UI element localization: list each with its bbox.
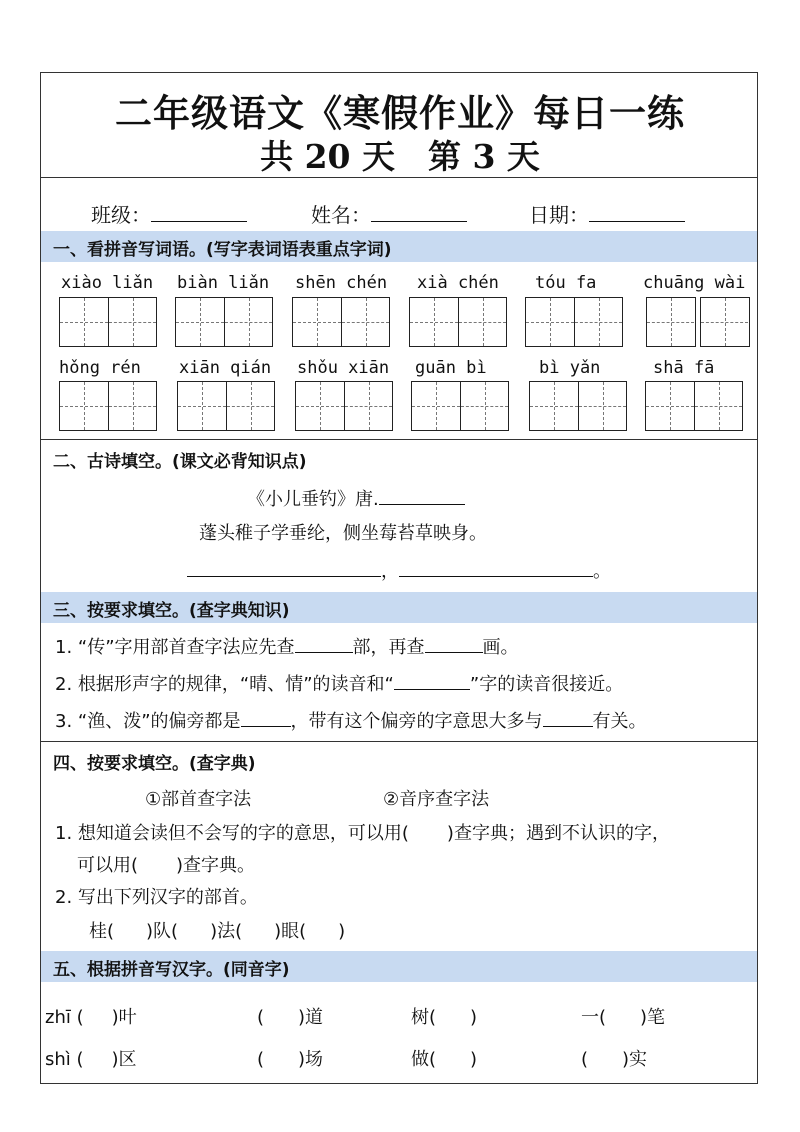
section-5-header [41,951,757,982]
class-label: 班级： [91,203,151,227]
pinyin-3: shēn chén [295,273,388,293]
poet-blank[interactable] [379,504,465,505]
divider [41,439,757,440]
option-1: ①部首查字法 [145,789,252,810]
text: )查字典；遇到不认识的字， [446,823,670,844]
class-blank[interactable] [151,221,247,222]
period: 。 [593,561,611,582]
text: ( [257,1049,265,1070]
text: 桂( [89,921,115,942]
text: 2. 根据形声字的规律，“晴、情”的读音和“ [55,674,394,695]
radical-row [89,917,345,943]
text: 1. “传”字用部首查字法应先查 [55,637,295,658]
s4-question-1-cont [77,851,255,877]
text: ( [581,1049,589,1070]
pinyin-2: biàn liǎn [177,273,270,293]
writing-grid[interactable] [529,381,627,431]
s5-row-2-b [257,1045,323,1071]
text: ，带有这个偏旁的字意思大多与 [290,711,543,732]
pinyin-11: bì yǎn [539,358,601,378]
text: )眼( [274,921,307,942]
text: ) [470,1049,478,1070]
section-5-heading: 五、根据拼音写汉字。(同音字) [53,960,290,980]
text: 1. 想知道会读但不会写的字的意思，可以用( [55,823,409,844]
date-blank[interactable] [589,221,685,222]
text: )区 [111,1049,137,1070]
text: 可以用( [77,855,139,876]
text: )查字典。 [176,855,256,876]
answer-blank[interactable] [425,652,483,653]
s3-question-1 [55,633,519,659]
date-field [529,199,685,228]
writing-grid[interactable] [700,297,750,347]
text: )队( [146,921,179,942]
writing-grid[interactable] [292,297,390,347]
poem-blank[interactable] [187,576,381,577]
divider [41,741,757,742]
s5-row-1-d [581,1003,665,1029]
answer-blank[interactable] [295,652,353,653]
pinyin-6: chuāng wài [643,273,746,293]
text: )法( [210,921,243,942]
text: )道 [298,1007,324,1028]
poem-title: 《小儿垂钓》唐. [247,489,379,510]
text: 有关。 [592,711,647,732]
writing-grid[interactable] [175,297,273,347]
date-label: 日期： [529,203,589,227]
section-2-heading: 二、古诗填空。(课文必背知识点) [53,452,307,472]
pinyin-4: xià chén [417,273,499,293]
poem-line-2 [187,557,611,583]
s5-row-2-d [581,1045,647,1071]
poem-blank[interactable] [399,576,593,577]
page-subtitle: 共 20 天 第 3 天 [260,137,540,176]
text: ) [470,1007,478,1028]
s5-row-1-b [257,1003,323,1029]
divider [41,177,757,178]
pinyin-8: xiān qián [179,358,272,378]
text: )笔 [640,1007,666,1028]
text: 做( [411,1049,437,1070]
text: ( [257,1007,265,1028]
pinyin-7: hǒng rén [59,358,141,378]
text: ”字的读音很接近。 [469,674,624,695]
pinyin-9: shǒu xiān [297,358,390,378]
section-3-heading: 三、按要求填空。(查字典知识) [53,601,290,621]
section-1-header [41,231,757,262]
name-blank[interactable] [371,221,467,222]
answer-blank[interactable] [241,726,291,727]
name-label: 姓名： [311,203,371,227]
writing-grid[interactable] [645,381,743,431]
poem-line-1: 蓬头稚子学垂纶，侧坐莓苔草映身。 [199,523,487,544]
s5-row-2 [45,1045,137,1071]
writing-grid[interactable] [59,381,157,431]
class-field [91,199,247,228]
text: 画。 [482,637,519,658]
s3-question-2 [55,670,623,696]
s5-row-1-c [411,1003,477,1029]
text: )场 [298,1049,324,1070]
pinyin-5: tóu fa [535,273,597,293]
s5-row-1 [45,1003,137,1029]
option-2: ②音序查字法 [383,789,490,810]
s4-question-1 [55,819,670,845]
name-field [311,199,467,228]
text: zhī ( [45,1007,84,1028]
s4-question-2: 2. 写出下列汉字的部首。 [55,887,258,908]
writing-grid[interactable] [411,381,509,431]
writing-grid[interactable] [295,381,393,431]
writing-grid[interactable] [525,297,623,347]
text: 一( [581,1007,607,1028]
s5-row-2-c [411,1045,477,1071]
page-title: 二年级语文《寒假作业》每日一练 [115,91,685,135]
pinyin-1: xiào liǎn [61,273,154,293]
writing-grid[interactable] [409,297,507,347]
writing-grid[interactable] [59,297,157,347]
writing-grid[interactable] [646,297,696,347]
text: ) [338,921,346,942]
section-1-heading: 一、看拼音写词语。(写字表词语表重点字词) [53,240,392,260]
text: )实 [622,1049,648,1070]
writing-grid[interactable] [177,381,275,431]
poem-title-line [247,485,465,511]
worksheet [40,72,758,1084]
pinyin-12: shā fā [653,358,715,378]
section-3-header [41,592,757,623]
s3-question-3 [55,707,647,733]
text: 部，再查 [352,637,425,658]
text: 3. “渔、泼”的偏旁都是 [55,711,241,732]
text: shì ( [45,1049,84,1070]
pinyin-10: guān bì [415,358,487,378]
text: )叶 [111,1007,137,1028]
answer-blank[interactable] [543,726,593,727]
text: 树( [411,1007,437,1028]
comma: ， [381,561,399,582]
answer-blank[interactable] [394,689,470,690]
section-4-heading: 四、按要求填空。(查字典) [53,754,256,774]
